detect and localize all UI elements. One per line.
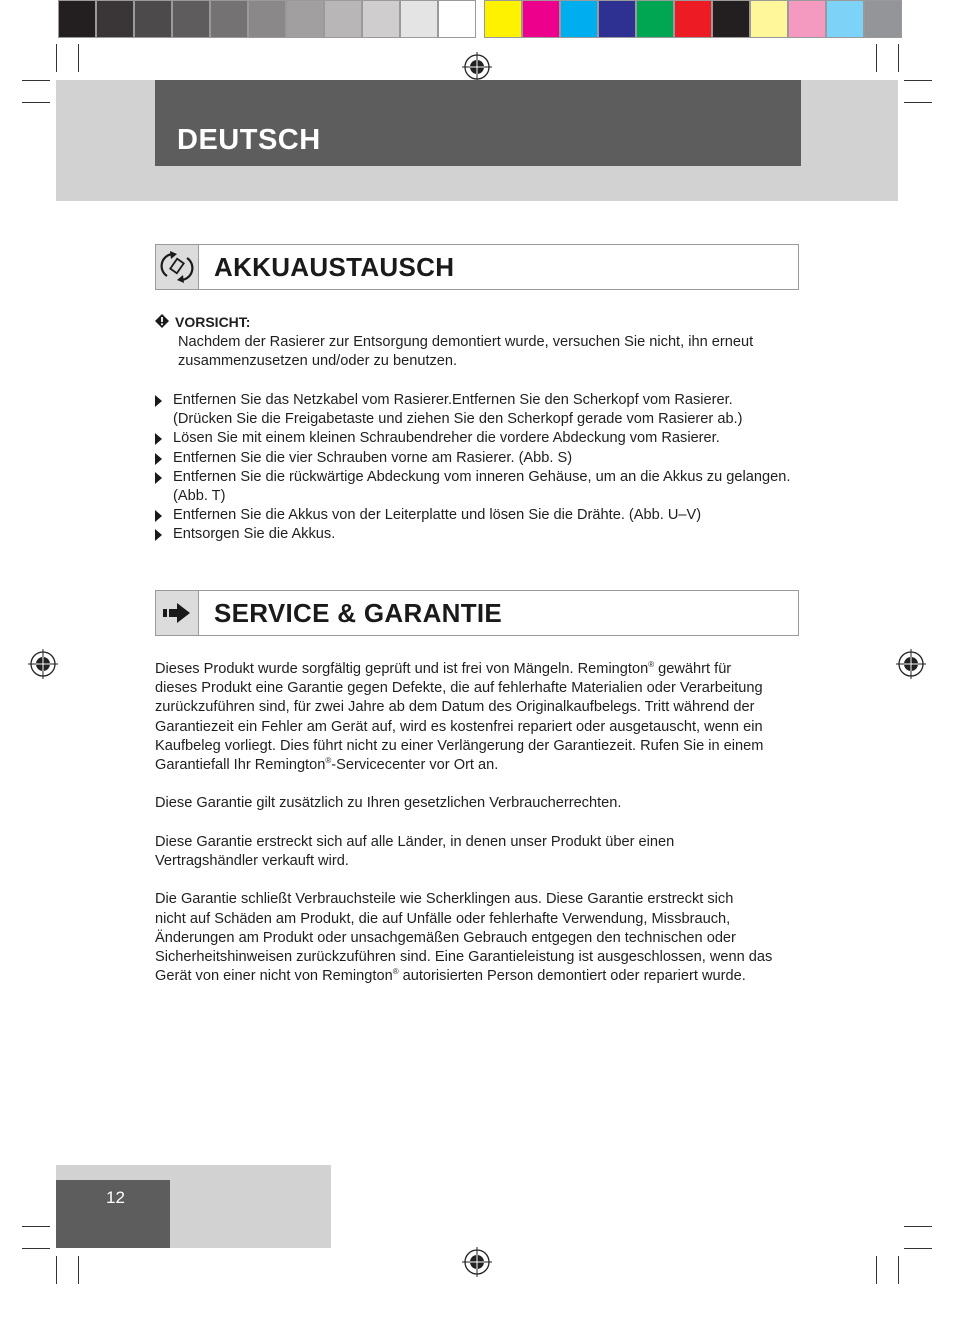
step-text: (Abb. T) xyxy=(173,488,226,505)
color-swatch xyxy=(400,0,438,38)
language-header xyxy=(155,80,801,166)
text-line xyxy=(155,660,815,679)
bullet-triangle-icon xyxy=(155,395,162,407)
crop-mark xyxy=(78,44,79,72)
caution-text-line: Nachdem der Rasierer zur Entsorgung demontiert wurde, versuchen Sie nicht, ihn erneut xyxy=(178,334,754,351)
battery-swap-icon xyxy=(156,245,199,289)
section-title: AKKUAUSTAUSCH xyxy=(214,252,455,282)
color-swatch xyxy=(712,0,750,38)
crop-mark xyxy=(904,1226,932,1227)
color-swatch xyxy=(674,0,712,38)
color-swatch xyxy=(210,0,248,38)
crop-mark xyxy=(904,80,932,81)
step-text: Entfernen Sie die vier Schrauben vorne am Rasierer. (Abb. S) xyxy=(173,449,573,466)
crop-mark xyxy=(22,1248,50,1249)
warranty-text xyxy=(155,660,815,1006)
paragraph xyxy=(155,890,815,986)
text-line: Änderungen am Produkt oder unsachgemäßen Gebrauch entgegen den technischen oder xyxy=(155,929,736,946)
color-swatch xyxy=(286,0,324,38)
crop-mark xyxy=(22,1226,50,1227)
caution-text-line: zusammenzusetzen und/oder zu benutzen. xyxy=(178,353,458,370)
color-swatch xyxy=(362,0,400,38)
bullet-triangle-icon xyxy=(155,433,162,445)
crop-mark xyxy=(22,102,50,103)
crop-mark xyxy=(898,1256,899,1284)
crop-mark xyxy=(78,1256,79,1284)
registration-mark-icon xyxy=(896,649,926,679)
caution-diamond-icon xyxy=(155,314,169,328)
color-swatch xyxy=(438,0,476,38)
section-header-service-garantie xyxy=(155,590,799,636)
color-swatch xyxy=(864,0,902,38)
bullet-triangle-icon xyxy=(155,472,162,484)
text-line: Diese Garantie gilt zusätzlich zu Ihren gesetzlichen Verbraucherrechten. xyxy=(155,795,622,812)
list-item xyxy=(155,468,815,506)
bullet-triangle-icon xyxy=(155,529,162,541)
caution-text xyxy=(155,333,795,371)
section-header-akkuaustausch xyxy=(155,244,799,290)
list-item xyxy=(155,525,815,544)
crop-mark xyxy=(904,102,932,103)
color-swatch xyxy=(560,0,598,38)
crop-mark xyxy=(876,44,877,72)
paragraph xyxy=(155,660,815,775)
page-title: DEUTSCH xyxy=(177,124,321,156)
paragraph xyxy=(155,833,815,871)
text-line: Garantiezeit ein Fehler am Gerät auf, wird es kostenfrei repariert oder ausgetauscht, wenn ein xyxy=(155,718,763,735)
crop-mark xyxy=(898,44,899,72)
color-swatch xyxy=(172,0,210,38)
color-calibration-bar xyxy=(484,0,902,38)
color-swatch xyxy=(788,0,826,38)
color-swatch xyxy=(134,0,172,38)
crop-mark xyxy=(56,44,57,72)
step-text: Entfernen Sie die rückwärtige Abdeckung vom inneren Gehäuse, um an die Akkus zu gelangen. xyxy=(173,468,791,485)
color-swatch xyxy=(826,0,864,38)
text-line: zurückzuführen sind, für zwei Jahre ab dem Datum des Originalkaufbelegs. Tritt während der xyxy=(155,699,755,716)
color-swatch xyxy=(522,0,560,38)
color-swatch xyxy=(750,0,788,38)
step-text: (Drücken Sie die Freigabetaste und ziehen Sie den Scherkopf gerade vom Rasierer ab.) xyxy=(173,411,743,428)
step-text: Lösen Sie mit einem kleinen Schraubendreher die vordere Abdeckung vom Rasierer. xyxy=(173,430,720,447)
step-text: Entsorgen Sie die Akkus. xyxy=(173,526,336,543)
text-line: Garantiefall Ihr Remington®-Servicecenter vor Ort an. xyxy=(155,756,499,774)
bullet-triangle-icon xyxy=(155,453,162,465)
registration-mark-icon xyxy=(28,649,58,679)
crop-mark xyxy=(904,1248,932,1249)
text-line: Diese Garantie erstreckt sich auf alle Länder, in denen unser Produkt über einen xyxy=(155,833,675,850)
color-swatch xyxy=(636,0,674,38)
list-item xyxy=(155,429,815,448)
caution-label: VORSICHT: xyxy=(175,314,251,330)
crop-mark xyxy=(876,1256,877,1284)
color-swatch xyxy=(324,0,362,38)
list-item xyxy=(155,506,815,525)
text-line: Kaufbeleg vorliegt. Dies führt nicht zu einer Verlängerung der Garantiezeit. Rufen Sie in einem xyxy=(155,737,764,754)
text-line: nicht auf Schäden am Produkt, die auf Unfälle oder fehlerhafte Verwendung, Missbrauch, xyxy=(155,910,731,927)
step-text: Entfernen Sie das Netzkabel vom Rasierer.Entfernen Sie den Scherkopf vom Rasierer. xyxy=(173,392,733,408)
color-swatch xyxy=(96,0,134,38)
arrow-right-icon xyxy=(156,591,199,635)
text-line: Gerät von einer nicht von Remington® autorisierten Person demontiert oder repariert wurde. xyxy=(155,967,746,985)
page-number-box xyxy=(56,1180,170,1248)
caution-block xyxy=(155,313,795,372)
crop-mark xyxy=(56,1256,57,1284)
text-line: Vertragshändler verkauft wird. xyxy=(155,853,349,869)
color-swatch xyxy=(58,0,96,38)
text-line: Sicherheitshinweisen zurückzuführen sind. Eine Garantieleistung ist ausgeschlossen, wenn das xyxy=(155,949,773,965)
list-item xyxy=(155,391,815,429)
paragraph xyxy=(155,794,815,813)
gray-calibration-bar xyxy=(58,0,476,38)
color-swatch xyxy=(598,0,636,38)
step-text: Entfernen Sie die Akkus von der Leiterplatte und lösen Sie die Drähte. (Abb. U–V) xyxy=(173,507,702,524)
text-line: dieses Produkt eine Garantie gegen Defekte, die auf fehlerhafte Materialien oder Verarbeitung xyxy=(155,680,763,697)
crop-mark xyxy=(22,80,50,81)
section-title: SERVICE & GARANTIE xyxy=(214,598,503,628)
steps-list xyxy=(155,391,815,545)
color-swatch xyxy=(484,0,522,38)
list-item xyxy=(155,449,815,468)
color-swatch xyxy=(248,0,286,38)
text-line-content: Dieses Produkt wurde sorgfältig geprüft und ist frei von Mängeln. Remington® gewährt für xyxy=(155,660,732,677)
registration-mark-icon xyxy=(462,52,492,82)
bullet-triangle-icon xyxy=(155,510,162,522)
registration-mark-icon xyxy=(462,1247,492,1277)
text-line: Die Garantie schließt Verbrauchsteile wie Scherklingen aus. Diese Garantie erstreckt sich xyxy=(155,891,734,908)
page-number: 12 xyxy=(106,1188,125,1207)
